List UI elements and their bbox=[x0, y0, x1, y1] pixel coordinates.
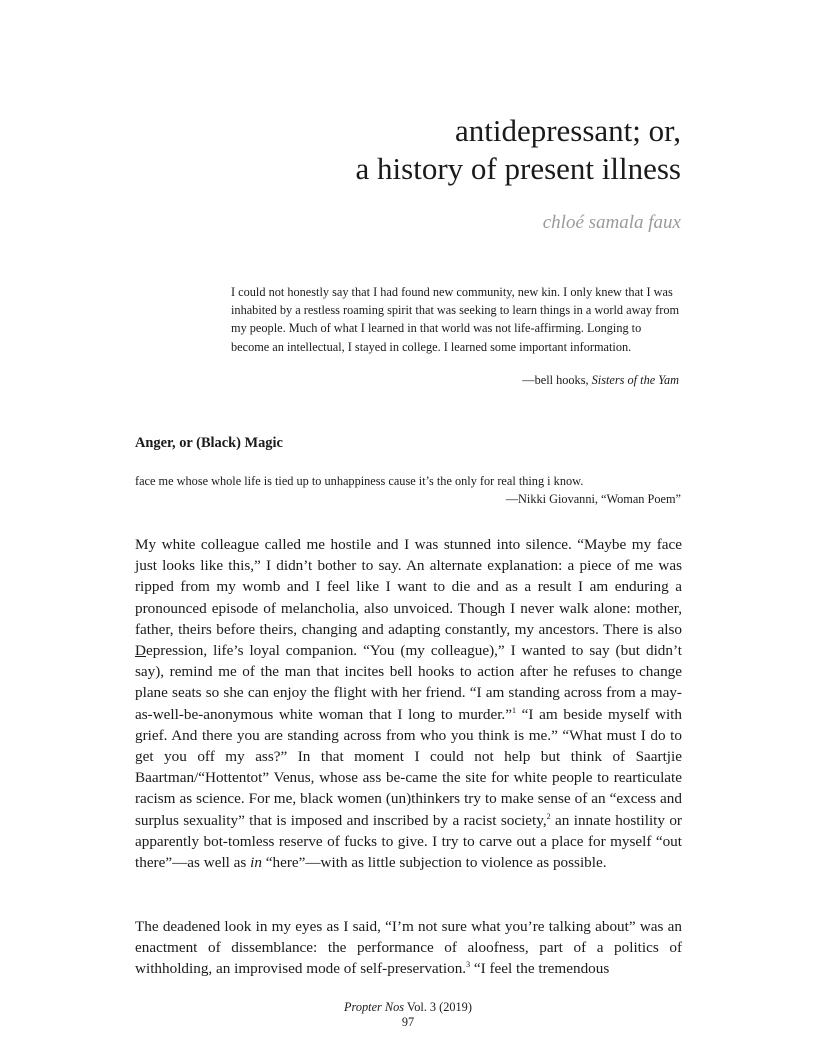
underlined-letter: D bbox=[135, 642, 146, 660]
journal-info bbox=[0, 1000, 816, 1015]
journal-name: Propter Nos bbox=[344, 1000, 405, 1014]
page-number: 97 bbox=[401, 1015, 415, 1029]
footnote-ref-1[interactable]: 1 bbox=[511, 705, 516, 715]
title-line-2: a history of present illness bbox=[355, 151, 681, 186]
journal-volume: Vol. 3 (2019) bbox=[404, 1000, 472, 1014]
epigraph-attribution-work: Sisters of the Yam bbox=[591, 373, 679, 387]
page-footer bbox=[0, 1000, 816, 1030]
poem-epigraph-line: face me whose whole life is tied up to unhappiness cause it’s the only for real thing i know. bbox=[135, 474, 584, 488]
poem-epigraph-attribution: —Nikki Giovanni, “Woman Poem” bbox=[505, 492, 681, 506]
author-name: chloé samala faux bbox=[542, 212, 681, 233]
footnote-ref-3[interactable]: 3 bbox=[466, 960, 471, 970]
epigraph-text: I could not honestly say that I had found new community, new kin. I only knew that I was inhabited by a restless roaming spirit that was seeking to learn things in a world away from my people. Much of what I learned in that world was not life-affirming. Longing to become an intellectual, I stayed in college. I learned some important information. bbox=[231, 285, 680, 354]
title-line-1: antidepressant; or, bbox=[454, 113, 681, 148]
section-heading: Anger, or (Black) Magic bbox=[135, 435, 283, 451]
body-paragraph-1: My white colleague called me hostile and I was stunned into silence. “Maybe my face just looks like this,” I didn’t bother to say. An alternate explanation: a piece of me was ripped from my womb and I feel like I want to die and as a result I am enduring a pronounced episode of melancholia, also unvoiced. Though I never walk alone: mother, father, theirs before theirs, changing and adapting constantly, my ancestors. There is also Depression, life’s loyal companion. “You (my colleague),” I wanted to say (but didn’t say), remind me of the man that incites bell hooks to action after he refuses to change plane seats so she can enjoy the flight with her friend. “I am standing across from a may-as-well-be-anonymous white woman that I long to murder.”$^1$ “I am beside myself with grief. And there you are standing across from who you think is me.” “What must I do to get you off my ass?” In that moment I could not help but think of Saartjie Baartman/“Hottentot” Venus, whose ass be-came the site for white people to rearticulate racism as science. For me, black women (un)thinkers try to make sense of an “excess and surplus sexuality” that is imposed and inscribed by a racist society,$^2$ an innate hostility or apparently bot-tomless reserve of fucks to give. I try to carve out a place for myself “out there”—as well as in “here”—with as little subjection to violence as possible. bbox=[135, 536, 682, 872]
epigraph-attribution bbox=[522, 373, 679, 388]
article-title bbox=[356, 112, 681, 188]
body-paragraph-2: The deadened look in my eyes as I said, “I’m not sure what you’re talking about” was an enactment of dissemblance: the performance of aloofness, part of a politics of withholding, an improvised mode of self-preservation.$^3$ “I feel the tremendous bbox=[135, 918, 682, 978]
epigraph-attribution-author: —bell hooks, bbox=[522, 373, 592, 387]
footnote-ref-2[interactable]: 2 bbox=[546, 811, 551, 821]
italic-word: in bbox=[250, 854, 262, 872]
